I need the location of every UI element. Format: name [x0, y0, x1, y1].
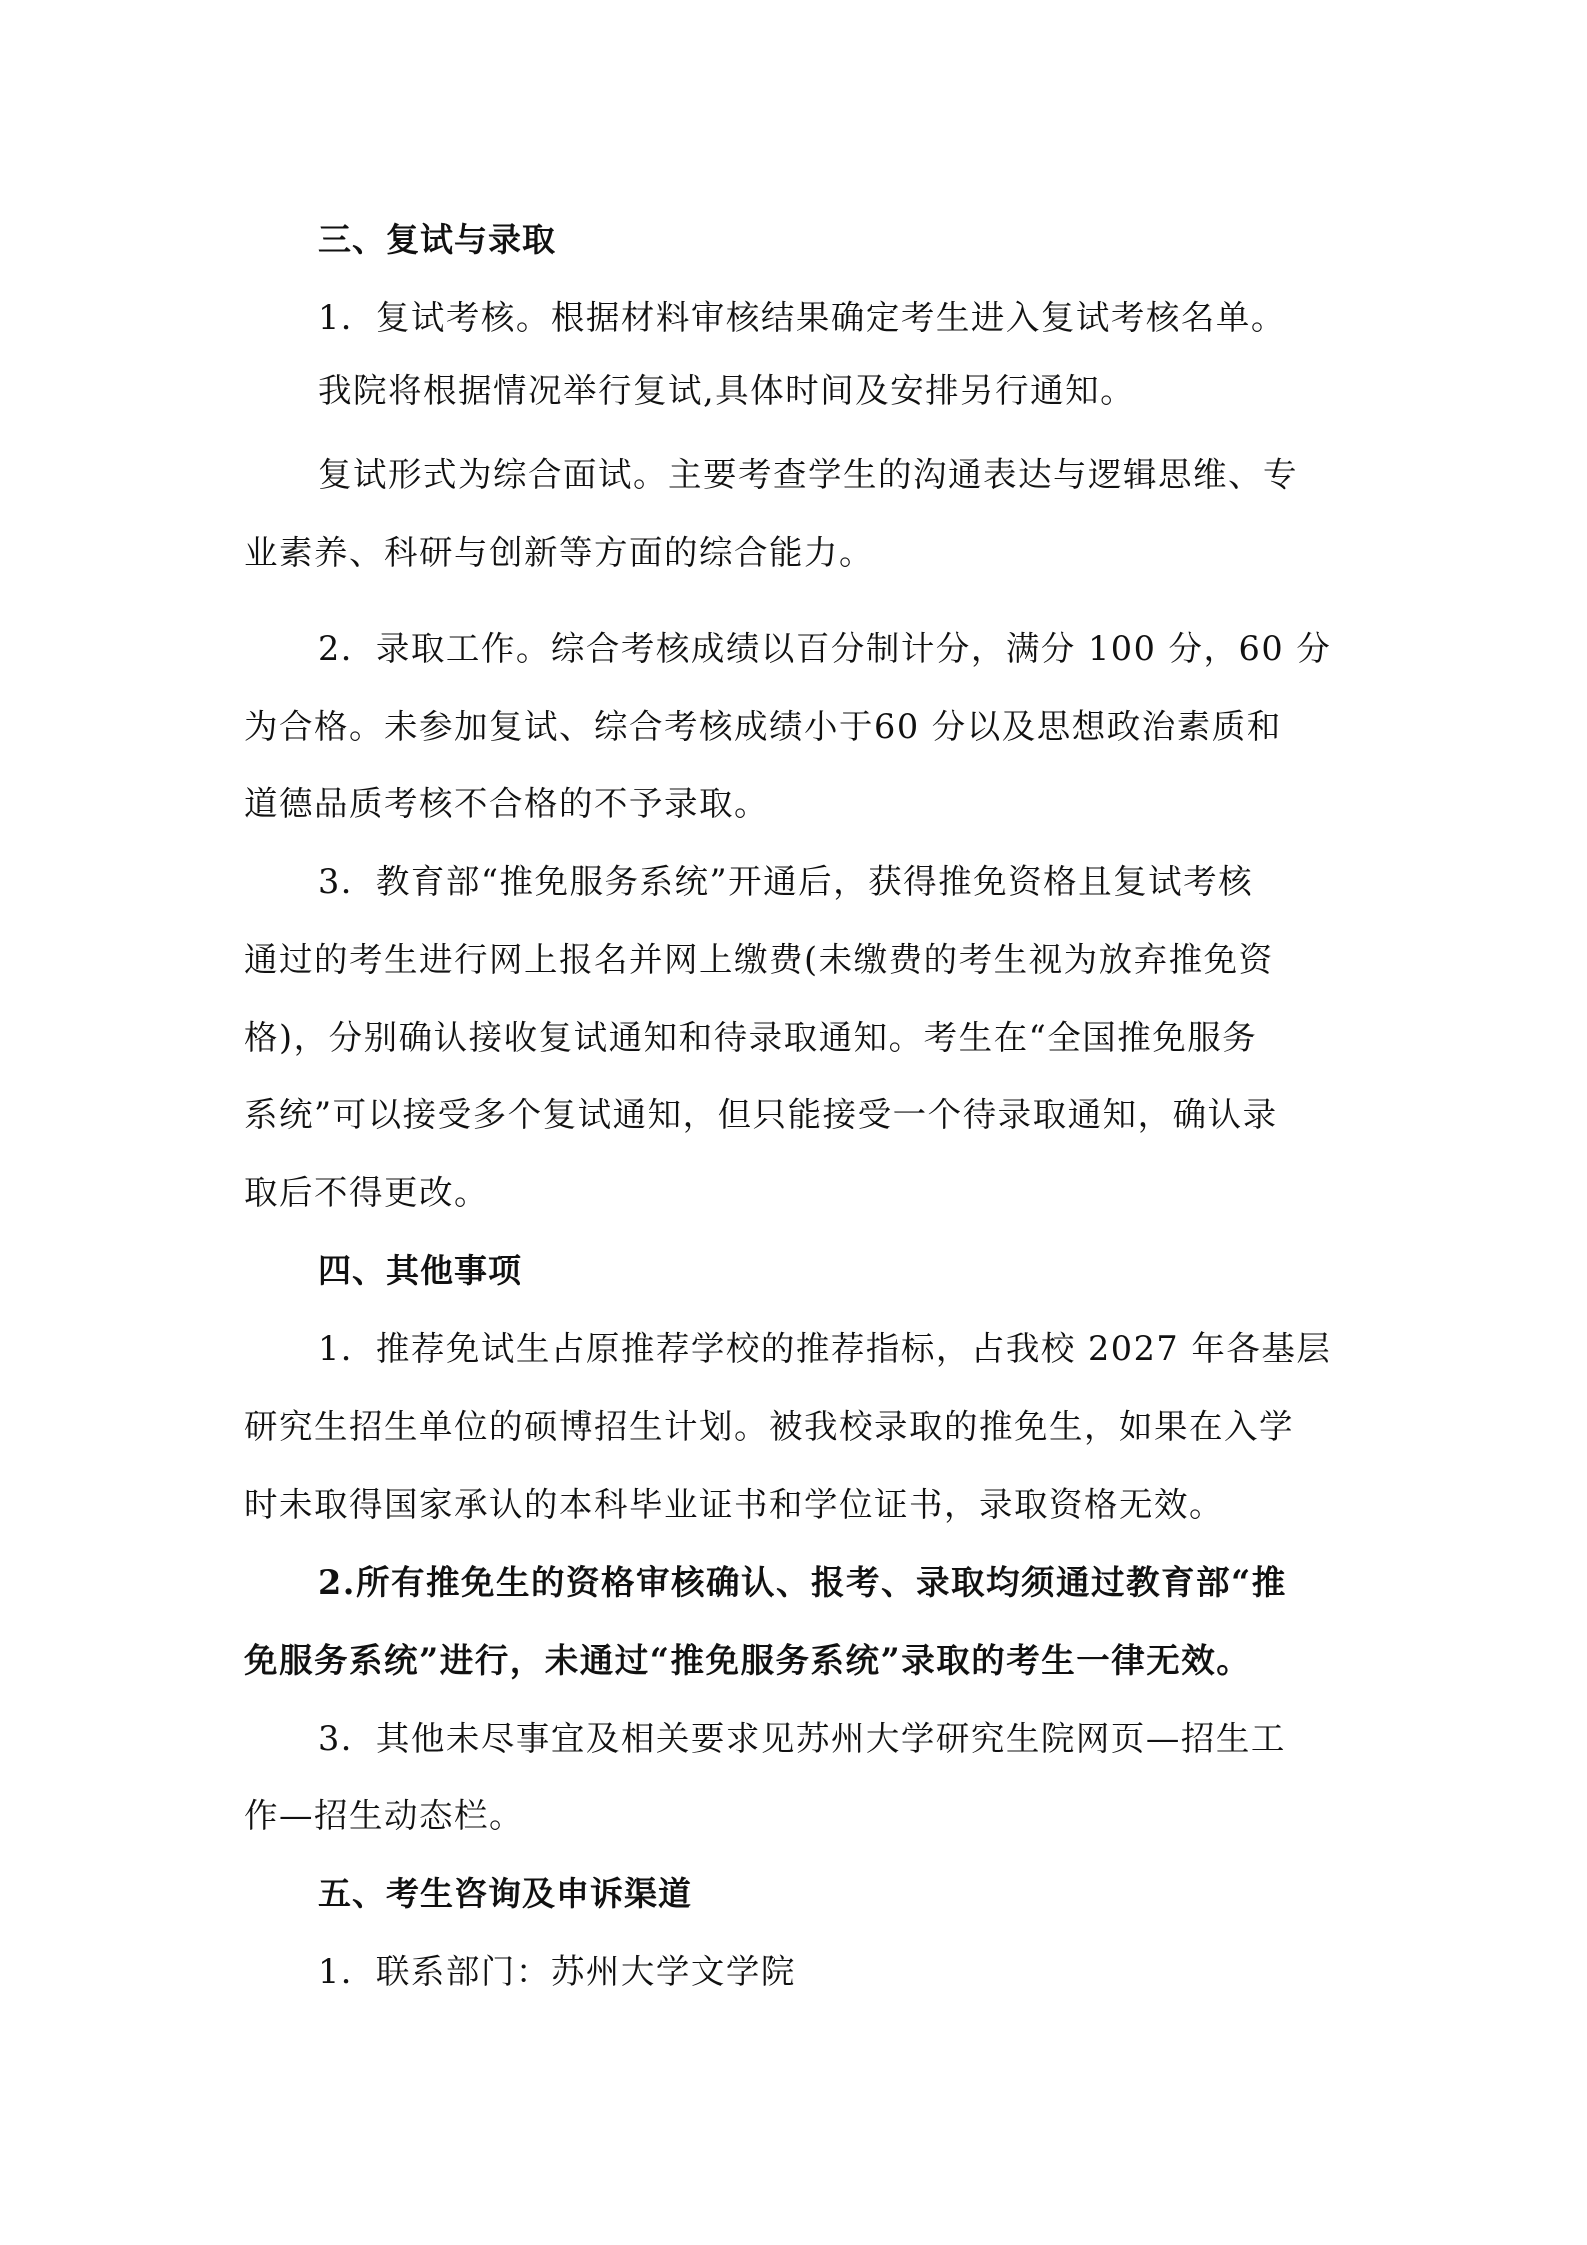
paragraph-line: 3．其他未尽事宜及相关要求见苏州大学研究生院网页—招生工: [318, 1719, 1286, 1758]
paragraph-line: 1．推荐免试生占原推荐学校的推荐指标，占我校 2027 年各基层: [318, 1329, 1332, 1368]
paragraph-line: 作—招生动态栏。: [244, 1796, 524, 1835]
paragraph-line: 1．复试考核。根据材料审核结果确定考生进入复试考核名单。: [318, 298, 1286, 337]
paragraph-line: 时未取得国家承认的本科毕业证书和学位证书，录取资格无效。: [244, 1485, 1224, 1524]
paragraph-line: 通过的考生进行网上报名并网上缴费(未缴费的考生视为放弃推免资: [244, 940, 1274, 979]
section-heading-other-matters: 四、其他事项: [318, 1251, 522, 1290]
paragraph-line: 3．教育部“推免服务系统”开通后，获得推免资格且复试考核: [318, 862, 1254, 901]
paragraph-line-bold: 2.所有推免生的资格审核确认、报考、录取均须通过教育部“推: [318, 1563, 1287, 1602]
paragraph-line: 系统”可以接受多个复试通知，但只能接受一个待录取通知，确认录: [244, 1095, 1278, 1134]
paragraph-line-bold: 免服务系统”进行，未通过“推免服务系统”录取的考生一律无效。: [244, 1641, 1252, 1680]
paragraph-line: 我院将根据情况举行复试,具体时间及安排另行通知。: [318, 371, 1136, 410]
paragraph-line: 取后不得更改。: [244, 1173, 489, 1212]
paragraph-line: 道德品质考核不合格的不予录取。: [244, 784, 769, 823]
paragraph-line: 复试形式为综合面试。主要考查学生的沟通表达与逻辑思维、专: [318, 455, 1298, 494]
section-heading-review-admission: 三、复试与录取: [318, 220, 556, 259]
paragraph-line: 2．录取工作。综合考核成绩以百分制计分，满分 100 分，60 分: [318, 629, 1332, 668]
paragraph-line: 格)，分别确认接收复试通知和待录取通知。考生在“全国推免服务: [244, 1018, 1258, 1057]
paragraph-line: 1．联系部门：苏州大学文学院: [318, 1952, 796, 1991]
paragraph-line: 研究生招生单位的硕博招生计划。被我校录取的推免生，如果在入学: [244, 1407, 1294, 1446]
paragraph-line: 为合格。未参加复试、综合考核成绩小于60 分以及思想政治素质和: [244, 707, 1282, 746]
section-heading-inquiry-appeal: 五、考生咨询及申诉渠道: [318, 1874, 692, 1913]
paragraph-line: 业素养、科研与创新等方面的综合能力。: [244, 533, 874, 572]
